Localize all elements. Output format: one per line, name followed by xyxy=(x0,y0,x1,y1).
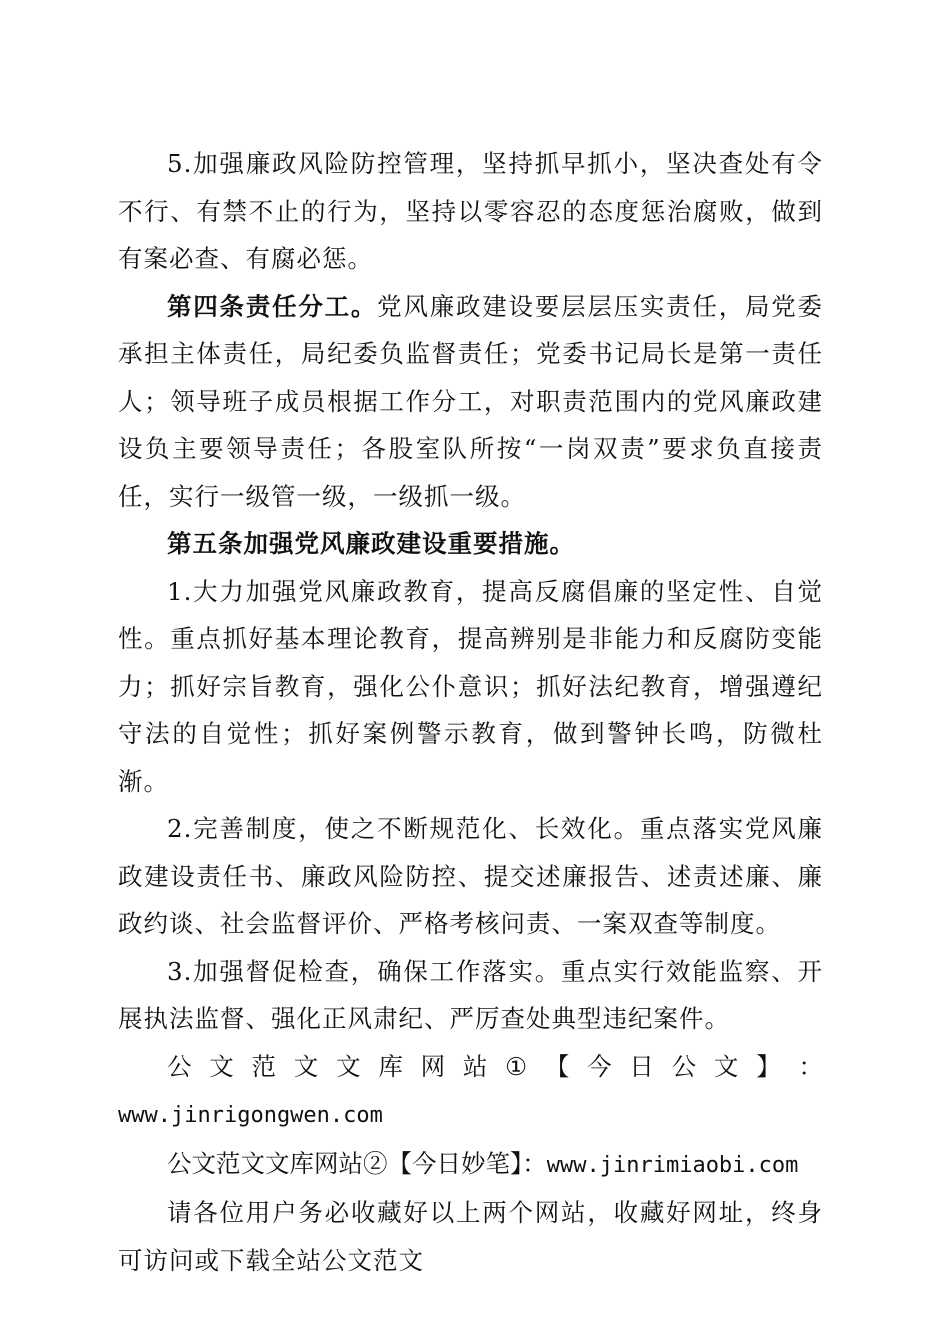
paragraph-article-5-heading xyxy=(118,520,823,568)
site2-line xyxy=(118,1140,823,1190)
document-body xyxy=(118,140,823,1284)
site1-char: 今 xyxy=(587,1051,612,1081)
site1-char: 日 xyxy=(629,1051,654,1081)
site1-char: 范 xyxy=(251,1051,277,1081)
site1-char: 公 xyxy=(671,1051,697,1081)
paragraph-measure-1: 1.大力加强党风廉政教育，提高反腐倡廉的坚定性、自觉性。重点抓好基本理论教育，提高辨别是非能力和反腐防变能力；抓好宗旨教育，强化公仆意识；抓好法纪教育，增强遵纪守法的自觉性；抓好案例警示教育，做到警钟长鸣，防微杜渐。 xyxy=(118,576,823,796)
site1-char: 网 xyxy=(420,1051,446,1081)
site1-char: 库 xyxy=(378,1051,403,1081)
site2-label: 公文范文文库网站②【今日妙笔】： xyxy=(167,1148,547,1178)
paragraph-measure-2: 2.完善制度，使之不断规范化、长效化。重点落实党风廉政建设责任书、廉政风险防控、提交述廉报告、述责述廉、廉政约谈、社会监督评价、严格考核问责、一案双查等制度。 xyxy=(118,814,823,938)
paragraph-item-5: 5.加强廉政风险防控管理，坚持抓早抓小，坚决查处有令不行、有禁不止的行为，坚持以零容忍的态度惩治腐败，做到有案必查、有腐必惩。 xyxy=(118,149,823,273)
site2-url[interactable]: www.jinrimiaobi.com xyxy=(546,1152,799,1178)
site1-char: 文 xyxy=(336,1051,361,1081)
site1-char: 】 xyxy=(756,1051,781,1081)
site1-char: 文 xyxy=(713,1051,739,1081)
site1-char: 文 xyxy=(293,1051,319,1081)
paragraph-article-4 xyxy=(118,283,823,521)
site1-url-line xyxy=(118,1090,823,1140)
site1-char: ① xyxy=(505,1051,528,1081)
notice-text: 请各位用户务必收藏好以上两个网站，收藏好网址，终身可访问或下载全站公文范文 xyxy=(118,1198,823,1275)
article-4-heading: 第四条责任分工。 xyxy=(167,291,378,321)
site1-label xyxy=(118,1043,823,1091)
article-5-heading: 第五条加强党风廉政建设重要措施。 xyxy=(167,529,575,558)
site1-char: 【 xyxy=(544,1051,570,1081)
site1-char: ： xyxy=(798,1051,823,1081)
site1-url[interactable]: www.jinrigongwen.com xyxy=(118,1103,383,1128)
site1-char: 站 xyxy=(462,1051,488,1081)
paragraph-measure-3: 3.加强督促检查，确保工作落实。重点实行效能监察、开展执法监督、强化正风肃纪、严厉查处典型违纪案件。 xyxy=(118,956,823,1033)
article-4-text: 党风廉政建设要层层压实责任，局党委承担主体责任，局纪委负监督责任；党委书记局长是第一责任人；领导班子成员根据工作分工，对职责范围内的党风廉政建设负主要领导责任；各股室队所按“一岗双责”要求负直接责任，实行一级管一级，一级抓一级。 xyxy=(118,291,824,511)
site1-char: 公 xyxy=(167,1051,192,1081)
site1-char: 文 xyxy=(209,1051,234,1081)
